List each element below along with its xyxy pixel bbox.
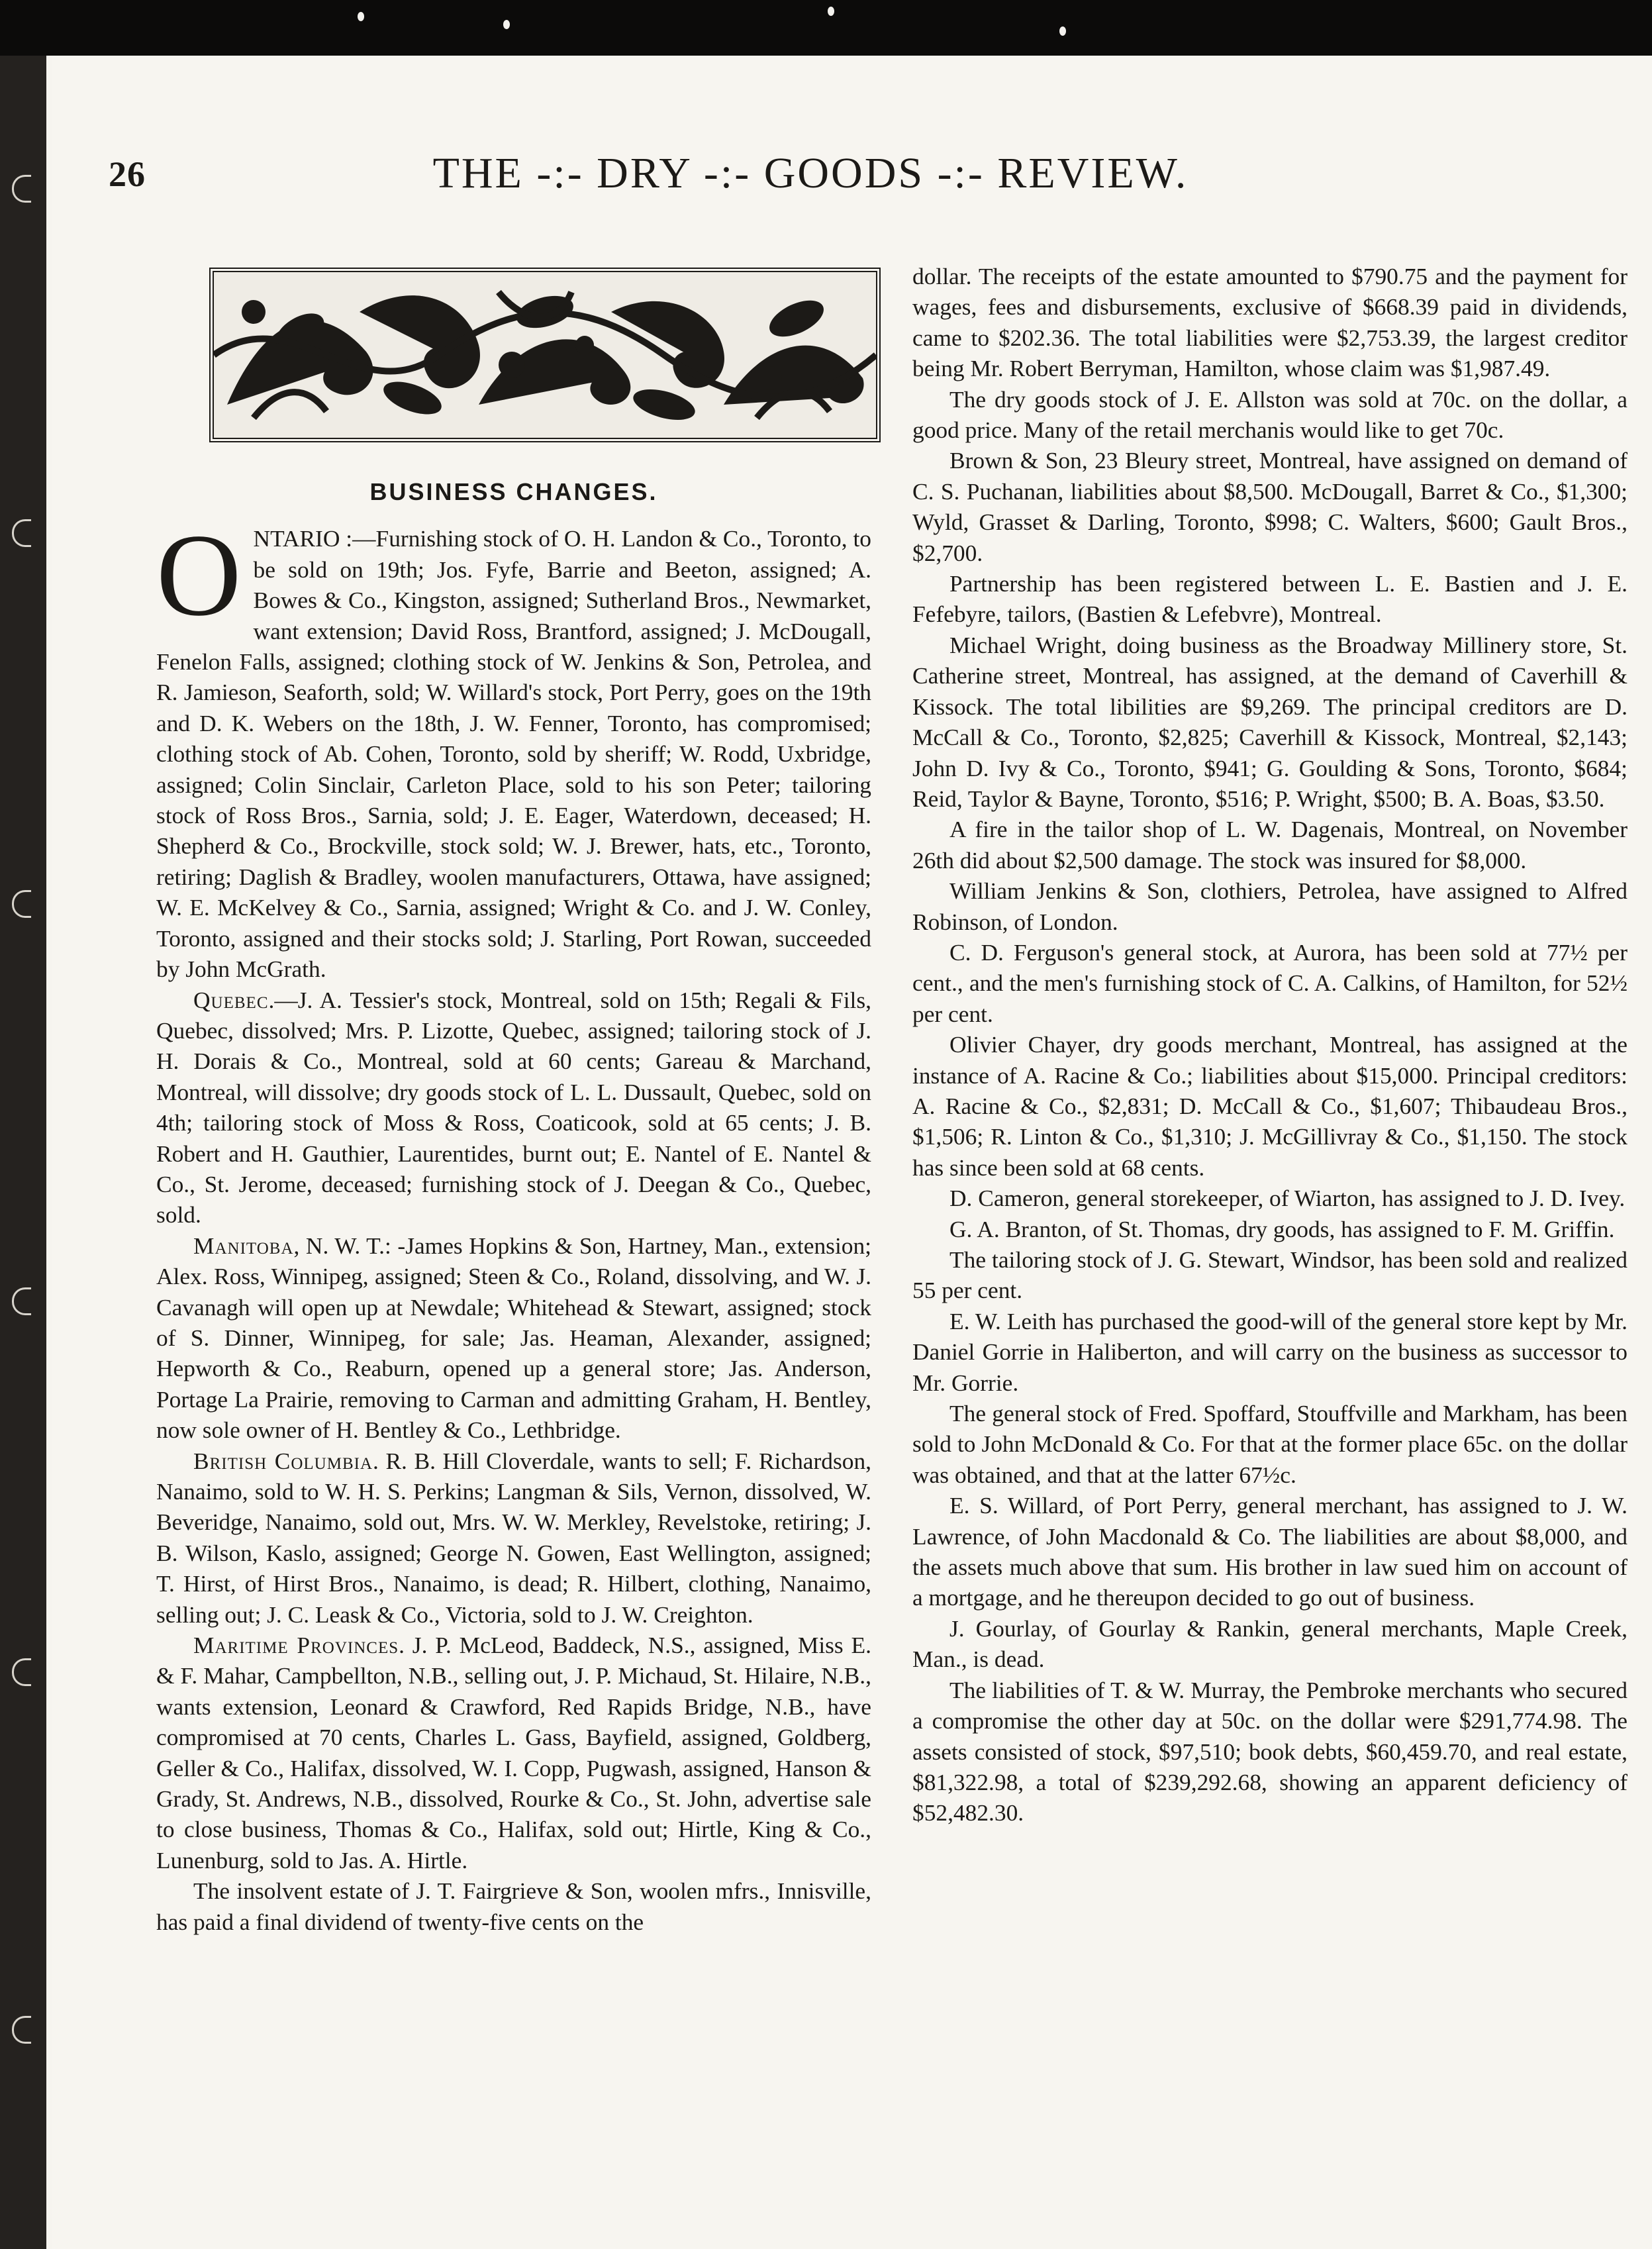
article-paragraph: G. A. Branton, of St. Thomas, dry goods, has assigned to F. M. Griffin. xyxy=(949,1215,1615,1242)
binding-hole xyxy=(12,2016,31,2044)
right-column xyxy=(912,261,1628,1828)
region-lead: Maritime Provinces xyxy=(193,1632,399,1659)
binding-hole xyxy=(12,519,31,547)
article-paragraph: William Jenkins & Son, clothiers, Petrolea, have assigned to Alfred Robinson, of London. xyxy=(912,877,1628,935)
paragraph-text: , N. W. T.: -James Hopkins & Son, Hartney, Man., extension; Alex. Ross, Winnipeg, assigned; Steen & Co., Roland, dissolving, and W. J. Cavanagh will open up at Newdale; Whitehead & Stewart, assigned; stock of S. Dinner, Winnipeg, for sale; Jas. Heaman, Alexander, assigned; Hepworth & Co., Reaburn, opened up a general store; Jas. Anderson, Portage La Prairie, removing to Carman and admitting Graham, H. Bentley, now sole owner of H. Bentley & Co., Lethbridge. xyxy=(156,1232,871,1444)
article-paragraph xyxy=(156,1446,871,1630)
binding-hole xyxy=(12,175,31,203)
paragraph-text: . R. B. Hill Cloverdale, wants to sell; F. Richardson, Nanaimo, sold to W. H. S. Perkins; Langman & Sils, Vernon, dissolved, W. Beveridge, Nanaimo, sold out, Mrs. W. W. Merkley, Revelstoke, retiring; J. B. Wilson, Kaslo, assigned; George N. Gowen, East Wellington, assigned; T. Hirst, of Hirst Bros., Nanaimo, is dead; R. Hilbert, clothing, Nanaimo, selling out; J. C. Leask & Co., Victoria, sold to J. W. Creighton. xyxy=(156,1447,871,1628)
scan-top-border xyxy=(0,0,1652,56)
binding-hole xyxy=(12,1287,31,1315)
article-paragraph: The general stock of Fred. Spoffard, Stouffville and Markham, has been sold to John McDonald & Co. For that at the former place 65c. on the dollar was obtained, and that at the latter 67½c. xyxy=(912,1400,1628,1488)
article-paragraph xyxy=(156,509,871,984)
page xyxy=(52,56,1652,2249)
binding-hole xyxy=(12,890,31,918)
scan-speck xyxy=(828,7,834,16)
scan-speck xyxy=(1059,26,1066,36)
paragraph-text: .—J. A. Tessier's stock, Montreal, sold on 15th; Regali & Fils, Quebec, dissolved; Mrs. P. Lizotte, Quebec, assigned; tailoring stock of J. H. Dorais & Co., Montreal, sold at 60 cents; Gareau & Marchand, Montreal, will dissolve; dry goods stock of L. L. Dussault, Quebec, sold on 4th; tailoring stock of Moss & Ross, Coaticook, sold at 65 cents; J. B. Robert and H. Gauthier, Laurentides, burnt out; E. Nantel of E. Nantel & Co., St. Jerome, deceased; furnishing stock of J. Deegan & Co., Quebec, sold. xyxy=(156,986,871,1228)
article-paragraph: Olivier Chayer, dry goods merchant, Montreal, has assigned at the instance of A. Racine & Co.; liabilities about $15,000. Principal creditors: A. Racine & Co., $2,831; D. McCall & Co., $1,607; Thibaudeau Bros., $1,506; R. Linton & Co., $1,310; J. McGillivray & Co., $1,150. The stock has since been sold at 68 cents. xyxy=(912,1031,1628,1181)
article-paragraph xyxy=(156,1230,871,1446)
floral-ornament-icon xyxy=(209,268,881,442)
article-paragraph: A fire in the tailor shop of L. W. Dagenais, Montreal, on November 26th did about $2,500 damage. The stock was insured for $8,000. xyxy=(912,816,1628,874)
floral-scroll-banner-icon xyxy=(214,272,876,438)
article-paragraph: Michael Wright, doing business as the Broadway Millinery store, St. Catherine street, Montreal, has assigned, at the demand of Caverhill & Kissock. The total libilities are $9,269. The principal creditors are D. McCall & Co., Toronto, $2,825; Caverhill & Kissock, Montreal, $2,143; John D. Ivy & Co., Toronto, $941; G. Goulding & Sons, Toronto, $684; Reid, Taylor & Bayne, Toronto, $516; P. Wright, $500; B. A. Boas, $3.50. xyxy=(912,631,1628,812)
article-paragraph: The dry goods stock of J. E. Allston was sold at 70c. on the dollar, a good price. Many of the retail merchanis would like to get 70c. xyxy=(912,385,1628,444)
article-paragraph: The insolvent estate of J. T. Fairgrieve & Son, woolen mfrs., Innisville, has paid a final dividend of twenty-five cents on the xyxy=(156,1877,871,1935)
left-column xyxy=(156,261,871,1937)
paragraph-text: NTARIO :—Furnishing stock of O. H. Landon & Co., Toronto, to be sold on 19th; Jos. Fyfe, Barrie and Beeton, assigned; A. Bowes & Co., Kingston, assigned; Sutherland Bros., Newmarket, want extension; David Ross, Brantford, assigned; J. McDougall, Fenelon Falls, assigned; clothing stock of W. Jenkins & Son, Petrolea, and R. Jamieson, Seaforth, sold; W. Willard's stock, Port Perry, goes on the 19th and D. K. Webers on the 18th, J. W. Fenner, Toronto, has compromised; clothing stock of Ab. Cohen, Toronto, sold by sheriff; W. Rodd, Uxbridge, assigned; Colin Sinclair, Carleton Place, sold to his son Peter; tailoring stock of Ross Bros., Sarnia, sold; J. E. Eager, Waterdown, deceased; H. Shepherd & Co., Brockville, stock sold; W. J. Brewer, hats, etc., Toronto, retiring; Daglish & Bradley, woolen manufacturers, Ottawa, have assigned; W. E. McKelvey & Co., Sarnia, assigned; Wright & Co. and J. W. Conley, Toronto, assigned and their stocks sold; J. Starling, Port Rowan, succeeded by John McGrath. xyxy=(156,525,871,983)
scan-speck xyxy=(503,20,510,29)
scan-left-edge xyxy=(0,56,46,2249)
article-paragraph: Partnership has been registered between L. E. Bastien and J. E. Fefebyre, tailors, (Bastien & Lefebvre), Montreal. xyxy=(912,570,1628,628)
article-paragraph: dollar. The receipts of the estate amounted to $790.75 and the payment for wages, fees and disbursements, exclusive of $668.39 paid in dividends, came to $202.36. The total liabilities were $2,753.39, the largest creditor being Mr. Robert Berryman, Hamilton, whose claim was $1,987.49. xyxy=(912,263,1628,382)
article-paragraph: The tailoring stock of J. G. Stewart, Windsor, has been sold and realized 55 per cent. xyxy=(912,1246,1628,1304)
page-number: 26 xyxy=(109,154,146,194)
article-paragraph: J. Gourlay, of Gourlay & Rankin, general merchants, Maple Creek, Man., is dead. xyxy=(912,1615,1628,1673)
section-heading: BUSINESS CHANGES. xyxy=(369,478,658,505)
article-paragraph: Brown & Son, 23 Bleury street, Montreal, have assigned on demand of C. S. Puchanan, liabilities about $8,500. McDougall, Barret & Co., $1,300; Wyld, Grasset & Darling, Toronto, $998; C. Walters, $600; Gault Bros., $2,700. xyxy=(912,447,1628,566)
article-paragraph: E. W. Leith has purchased the good-will of the general store kept by Mr. Daniel Gorrie in Haliberton, and will carry on the business as successor to Mr. Gorrie. xyxy=(912,1307,1628,1396)
running-title: THE -:- DRY -:- GOODS -:- REVIEW. xyxy=(432,149,1189,197)
scan-speck xyxy=(358,12,364,21)
paragraph-text: . J. P. McLeod, Baddeck, N.S., assigned, Miss E. & F. Mahar, Campbellton, N.B., selling out, J. P. Michaud, St. Hilaire, N.B., wants extension, Leonard & Crawford, Red Rapids Bridge, N.B., have compromised at 70 cents, Charles L. Gass, Bayfield, assigned, Goldberg, Geller & Co., Halifax, dissolved, W. I. Copp, Pugwash, assigned, Hanson & Grady, St. Andrews, N.B., dissolved, Rourke & Co., St. John, advertise sale to close business, Thomas & Co., Halifax, sold out; Hirtle, King & Co., Lunenburg, sold to Jas. A. Hirtle. xyxy=(156,1632,871,1874)
article-paragraph: The liabilities of T. & W. Murray, the Pembroke merchants who secured a compromise the other day at 50c. on the dollar were $291,774.98. The assets consisted of stock, $97,510; book debts, $60,459.70, and real estate, $81,322.98, a total of $239,292.68, showing an apparent deficiency of $52,482.30. xyxy=(912,1676,1628,1826)
drop-cap: O xyxy=(156,509,242,641)
page-header xyxy=(109,148,1625,221)
region-lead: British Columbia xyxy=(193,1447,373,1474)
article-paragraph: C. D. Ferguson's general stock, at Aurora, has been sold at 77½ per cent., and the men's furnishing stock of C. A. Calkins, of Hamilton, for 52½ per cent. xyxy=(912,938,1628,1027)
article-paragraph: D. Cameron, general storekeeper, of Wiarton, has assigned to J. D. Ivey. xyxy=(949,1185,1626,1212)
article-paragraph: E. S. Willard, of Port Perry, general merchant, has assigned to J. W. Lawrence, of John Macdonald & Co. The liabilities are about $8,000, and the assets much above that sum. His brother in law sued him on account of a mortgage, and he thereupon decided to go out of business. xyxy=(912,1492,1628,1611)
region-lead: Quebec xyxy=(193,986,269,1013)
article-paragraph xyxy=(156,1630,871,1875)
article-paragraph xyxy=(156,985,871,1230)
binding-hole xyxy=(12,1658,31,1686)
region-lead: Manitoba xyxy=(193,1232,294,1259)
